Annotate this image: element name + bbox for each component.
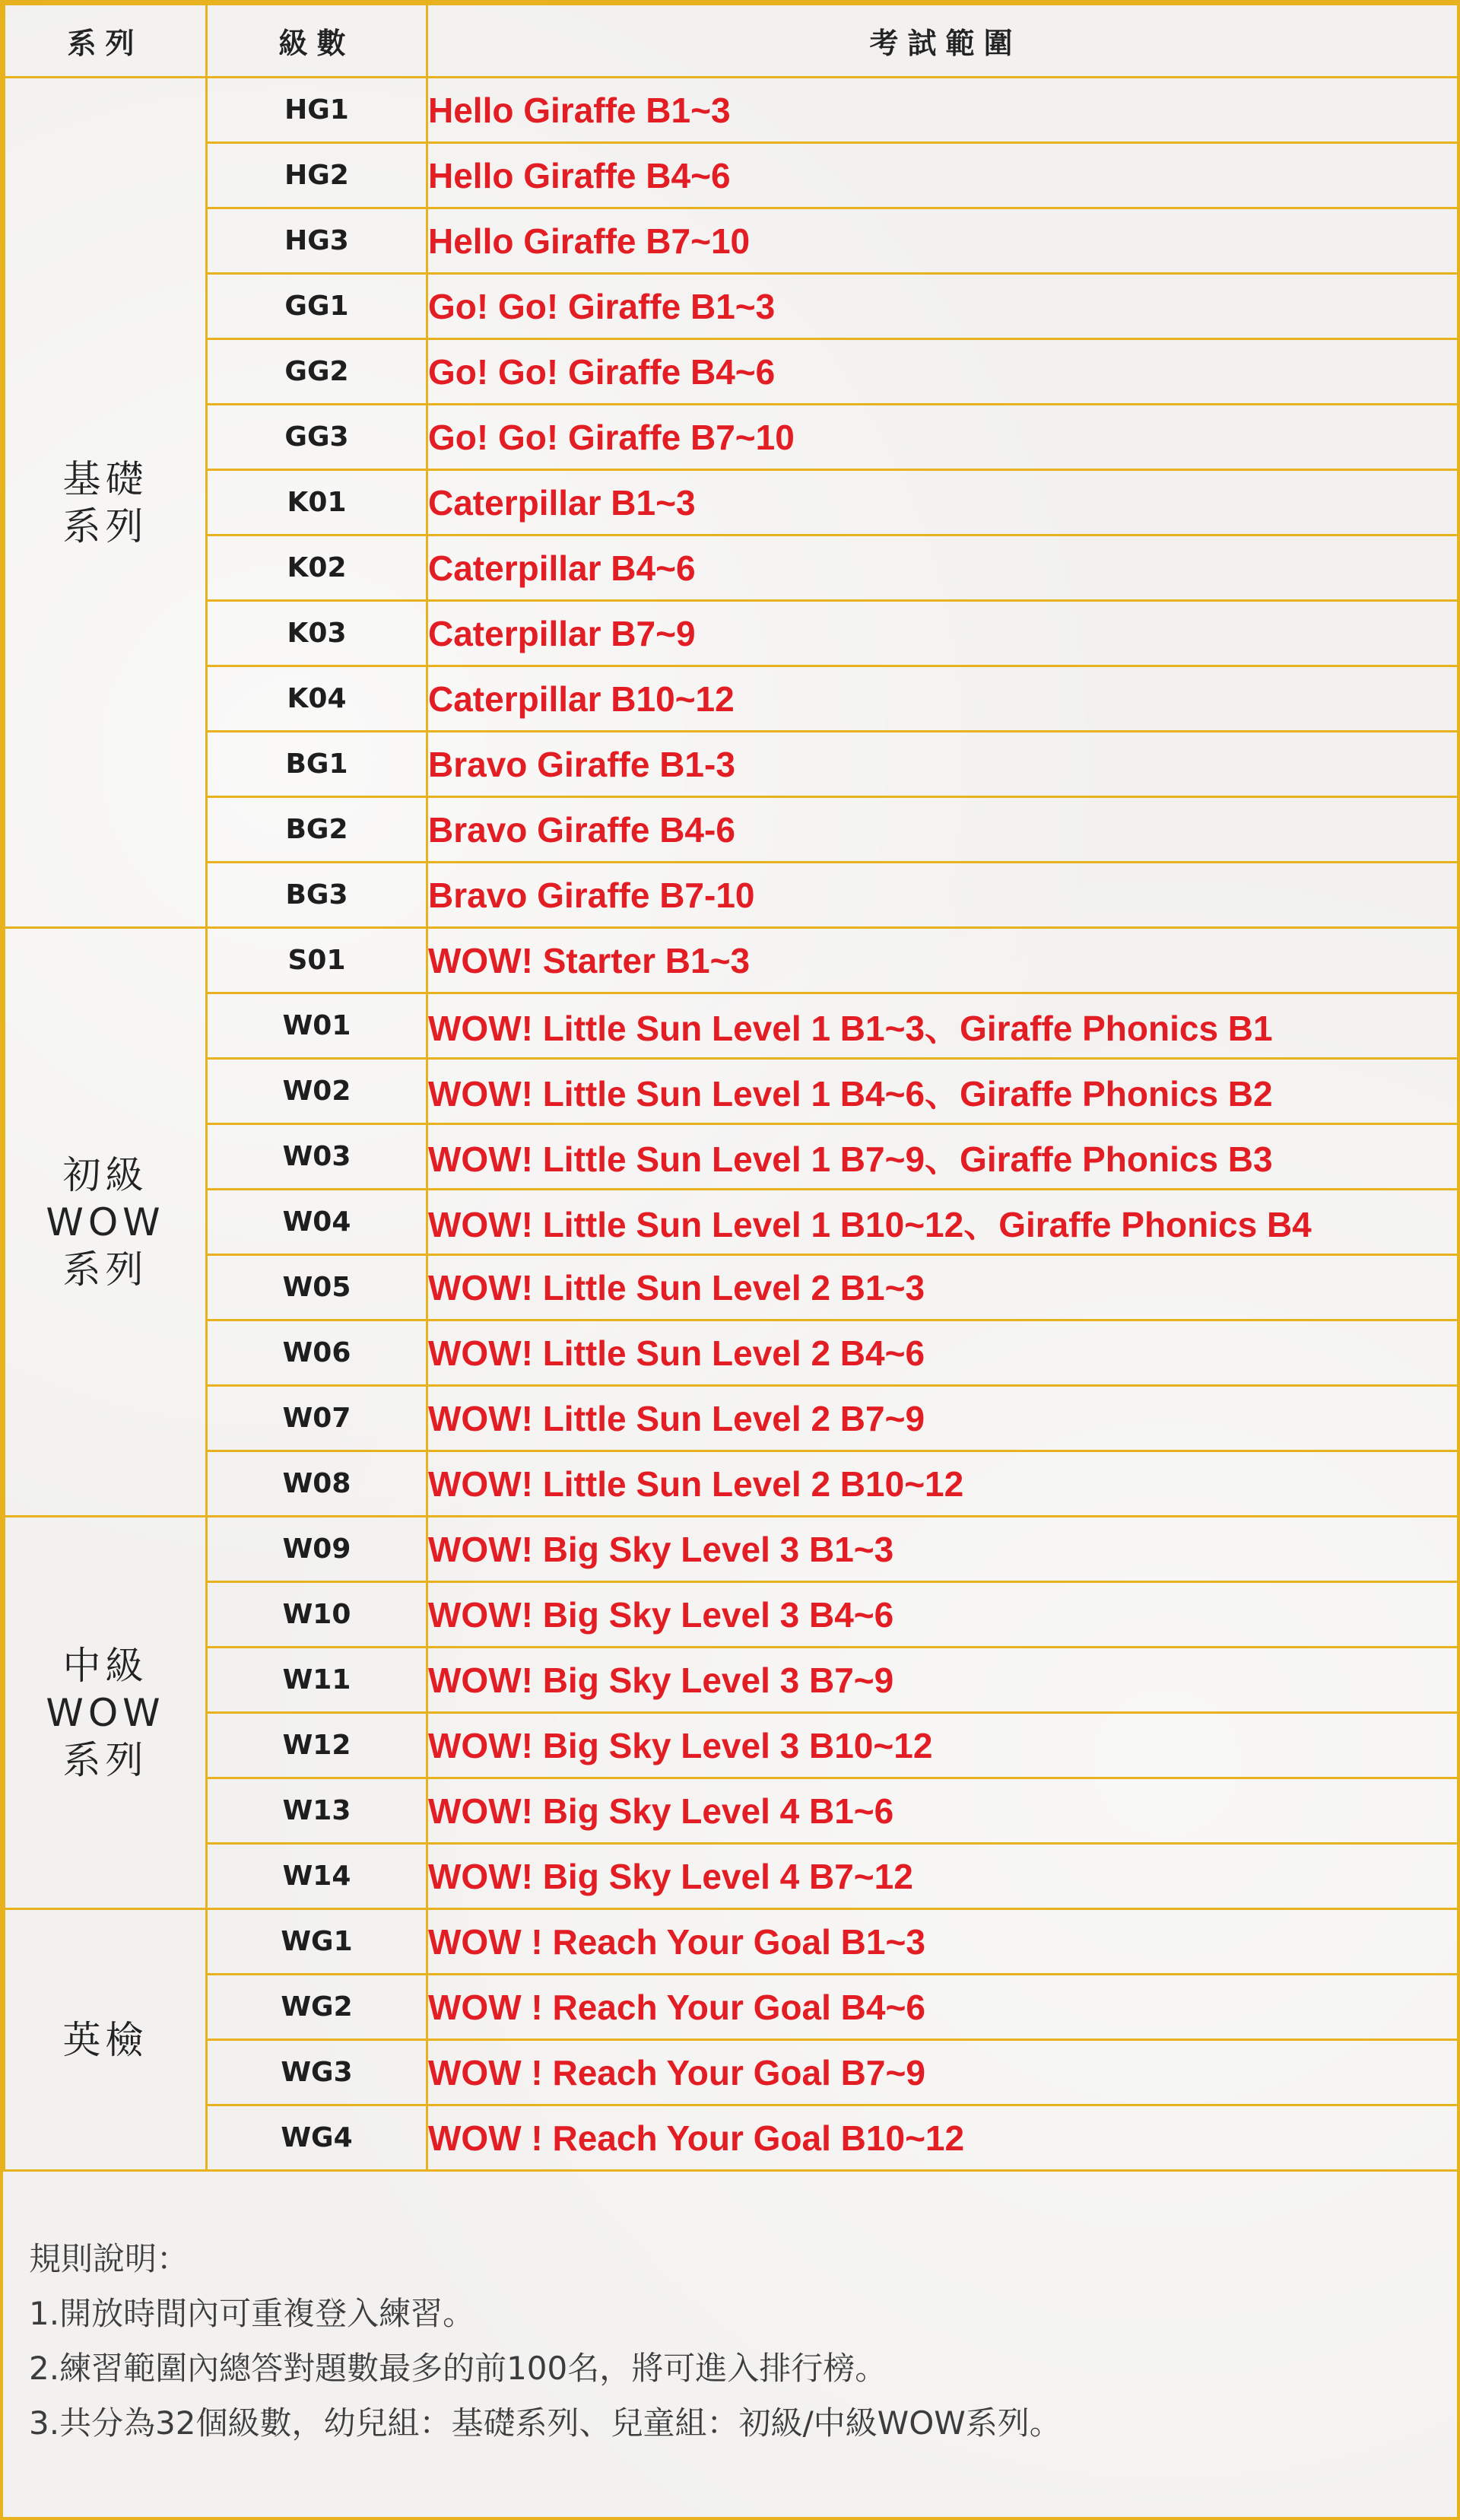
range-cell: WOW! Big Sky Level 3 B7~9	[427, 1648, 1460, 1713]
range-cell: WOW ! Reach Your Goal B10~12	[427, 2105, 1460, 2171]
level-cell: W11	[207, 1648, 427, 1713]
level-cell: W13	[207, 1778, 427, 1844]
range-cell: Hello Giraffe B1~3	[427, 78, 1460, 143]
series-name-line: 系列	[62, 504, 148, 548]
level-cell: W02	[207, 1059, 427, 1124]
range-cell: WOW! Little Sun Level 2 B1~3	[427, 1255, 1460, 1320]
level-cell: GG1	[207, 274, 427, 339]
level-cell: W07	[207, 1386, 427, 1451]
table-row	[5, 666, 1460, 732]
rule-item: 2.練習範圍內總答對題數最多的前100名，將可進入排行榜。	[29, 2350, 887, 2387]
table-row	[5, 1844, 1460, 1909]
range-cell: Bravo Giraffe B1-3	[427, 732, 1460, 797]
range-cell: WOW! Little Sun Level 1 B4~6、Giraffe Phonics B2	[427, 1059, 1460, 1124]
range-cell: WOW! Little Sun Level 1 B7~9、Giraffe Phonics B3	[427, 1124, 1460, 1190]
range-cell: WOW ! Reach Your Goal B4~6	[427, 1975, 1460, 2040]
range-cell: Go! Go! Giraffe B7~10	[427, 405, 1460, 470]
exam-range-table	[3, 3, 1460, 2172]
table-row	[5, 339, 1460, 405]
table-row	[5, 2040, 1460, 2105]
header-level: 級數	[207, 5, 427, 78]
table-row	[5, 2105, 1460, 2171]
range-cell: Bravo Giraffe B4-6	[427, 797, 1460, 863]
level-cell: WG2	[207, 1975, 427, 2040]
range-cell: WOW! Little Sun Level 1 B1~3、Giraffe Phonics B1	[427, 993, 1460, 1059]
level-cell: W05	[207, 1255, 427, 1320]
header-series: 系列	[5, 5, 207, 78]
level-cell: HG3	[207, 208, 427, 274]
table-row	[5, 274, 1460, 339]
table-body	[5, 78, 1460, 2171]
table-row	[5, 1059, 1460, 1124]
table-row	[5, 1124, 1460, 1190]
level-cell: BG2	[207, 797, 427, 863]
rules-title: 規則說明：	[29, 2240, 189, 2277]
rule-item: 3.共分為32個級數，幼兒組：基礎系列、兒童組：初級/中級WOW系列。	[29, 2404, 1062, 2442]
range-cell: WOW! Big Sky Level 4 B7~12	[427, 1844, 1460, 1909]
series-name-line: 中級	[62, 1643, 148, 1688]
level-cell: HG2	[207, 143, 427, 208]
level-cell: K04	[207, 666, 427, 732]
range-cell: Go! Go! Giraffe B4~6	[427, 339, 1460, 405]
rules-notes	[29, 2232, 1436, 2451]
table-row	[5, 1255, 1460, 1320]
level-cell: W06	[207, 1320, 427, 1386]
level-cell: W09	[207, 1517, 427, 1582]
level-cell: W10	[207, 1582, 427, 1648]
series-name-line: 系列	[62, 1737, 148, 1782]
range-cell: Go! Go! Giraffe B1~3	[427, 274, 1460, 339]
table-row	[5, 1909, 1460, 1975]
level-cell: HG1	[207, 78, 427, 143]
table-row	[5, 1648, 1460, 1713]
table-row	[5, 1713, 1460, 1778]
level-cell: W01	[207, 993, 427, 1059]
level-cell: K02	[207, 535, 427, 601]
range-cell: WOW! Little Sun Level 2 B7~9	[427, 1386, 1460, 1451]
level-cell: WG3	[207, 2040, 427, 2105]
series-name-line: 系列	[62, 1247, 148, 1292]
range-cell: WOW! Little Sun Level 2 B4~6	[427, 1320, 1460, 1386]
range-cell: WOW ! Reach Your Goal B7~9	[427, 2040, 1460, 2105]
table-row	[5, 78, 1460, 143]
table-row	[5, 732, 1460, 797]
table-row	[5, 535, 1460, 601]
series-cell	[5, 78, 207, 928]
level-cell: K03	[207, 601, 427, 666]
range-cell: Caterpillar B1~3	[427, 470, 1460, 535]
range-cell: WOW! Big Sky Level 4 B1~6	[427, 1778, 1460, 1844]
range-cell: WOW! Little Sun Level 2 B10~12	[427, 1451, 1460, 1517]
table-row	[5, 1975, 1460, 2040]
range-cell: WOW! Big Sky Level 3 B1~3	[427, 1517, 1460, 1582]
table-row	[5, 1190, 1460, 1255]
table-row	[5, 993, 1460, 1059]
level-cell: BG1	[207, 732, 427, 797]
range-cell: Caterpillar B10~12	[427, 666, 1460, 732]
level-cell: W03	[207, 1124, 427, 1190]
series-cell	[5, 1517, 207, 1909]
table-row	[5, 1778, 1460, 1844]
table-row	[5, 1320, 1460, 1386]
range-cell: Caterpillar B4~6	[427, 535, 1460, 601]
series-name-line: 英檢	[62, 2017, 148, 2062]
table-row	[5, 863, 1460, 928]
range-cell: WOW! Big Sky Level 3 B10~12	[427, 1713, 1460, 1778]
table-row	[5, 1451, 1460, 1517]
table-header-row	[5, 5, 1460, 78]
level-cell: GG2	[207, 339, 427, 405]
level-cell: WG1	[207, 1909, 427, 1975]
table-row	[5, 405, 1460, 470]
range-cell: Hello Giraffe B7~10	[427, 208, 1460, 274]
series-cell	[5, 1909, 207, 2171]
range-cell: WOW! Starter B1~3	[427, 928, 1460, 993]
range-cell: WOW ! Reach Your Goal B1~3	[427, 1909, 1460, 1975]
table-row	[5, 208, 1460, 274]
level-cell: W04	[207, 1190, 427, 1255]
level-cell: BG3	[207, 863, 427, 928]
level-cell: W14	[207, 1844, 427, 1909]
series-name-line: WOW	[46, 1200, 165, 1244]
table-row	[5, 928, 1460, 993]
header-range: 考試範圍	[427, 5, 1460, 78]
range-cell: Caterpillar B7~9	[427, 601, 1460, 666]
series-name-line: 初級	[62, 1152, 148, 1197]
table-row	[5, 1386, 1460, 1451]
series-cell	[5, 928, 207, 1517]
table-row	[5, 1582, 1460, 1648]
range-cell: WOW! Little Sun Level 1 B10~12、Giraffe Phonics B4	[427, 1190, 1460, 1255]
range-cell: Bravo Giraffe B7-10	[427, 863, 1460, 928]
level-cell: S01	[207, 928, 427, 993]
level-cell: WG4	[207, 2105, 427, 2171]
table-row	[5, 797, 1460, 863]
table-row	[5, 143, 1460, 208]
level-cell: W08	[207, 1451, 427, 1517]
series-name-line: 基礎	[62, 456, 148, 501]
rule-item: 1.開放時間內可重複登入練習。	[29, 2295, 475, 2332]
table-row	[5, 1517, 1460, 1582]
level-cell: W12	[207, 1713, 427, 1778]
range-cell: WOW! Big Sky Level 3 B4~6	[427, 1582, 1460, 1648]
range-cell: Hello Giraffe B4~6	[427, 143, 1460, 208]
table-row	[5, 470, 1460, 535]
level-cell: GG3	[207, 405, 427, 470]
series-name-line: WOW	[46, 1690, 165, 1735]
table-row	[5, 601, 1460, 666]
level-cell: K01	[207, 470, 427, 535]
